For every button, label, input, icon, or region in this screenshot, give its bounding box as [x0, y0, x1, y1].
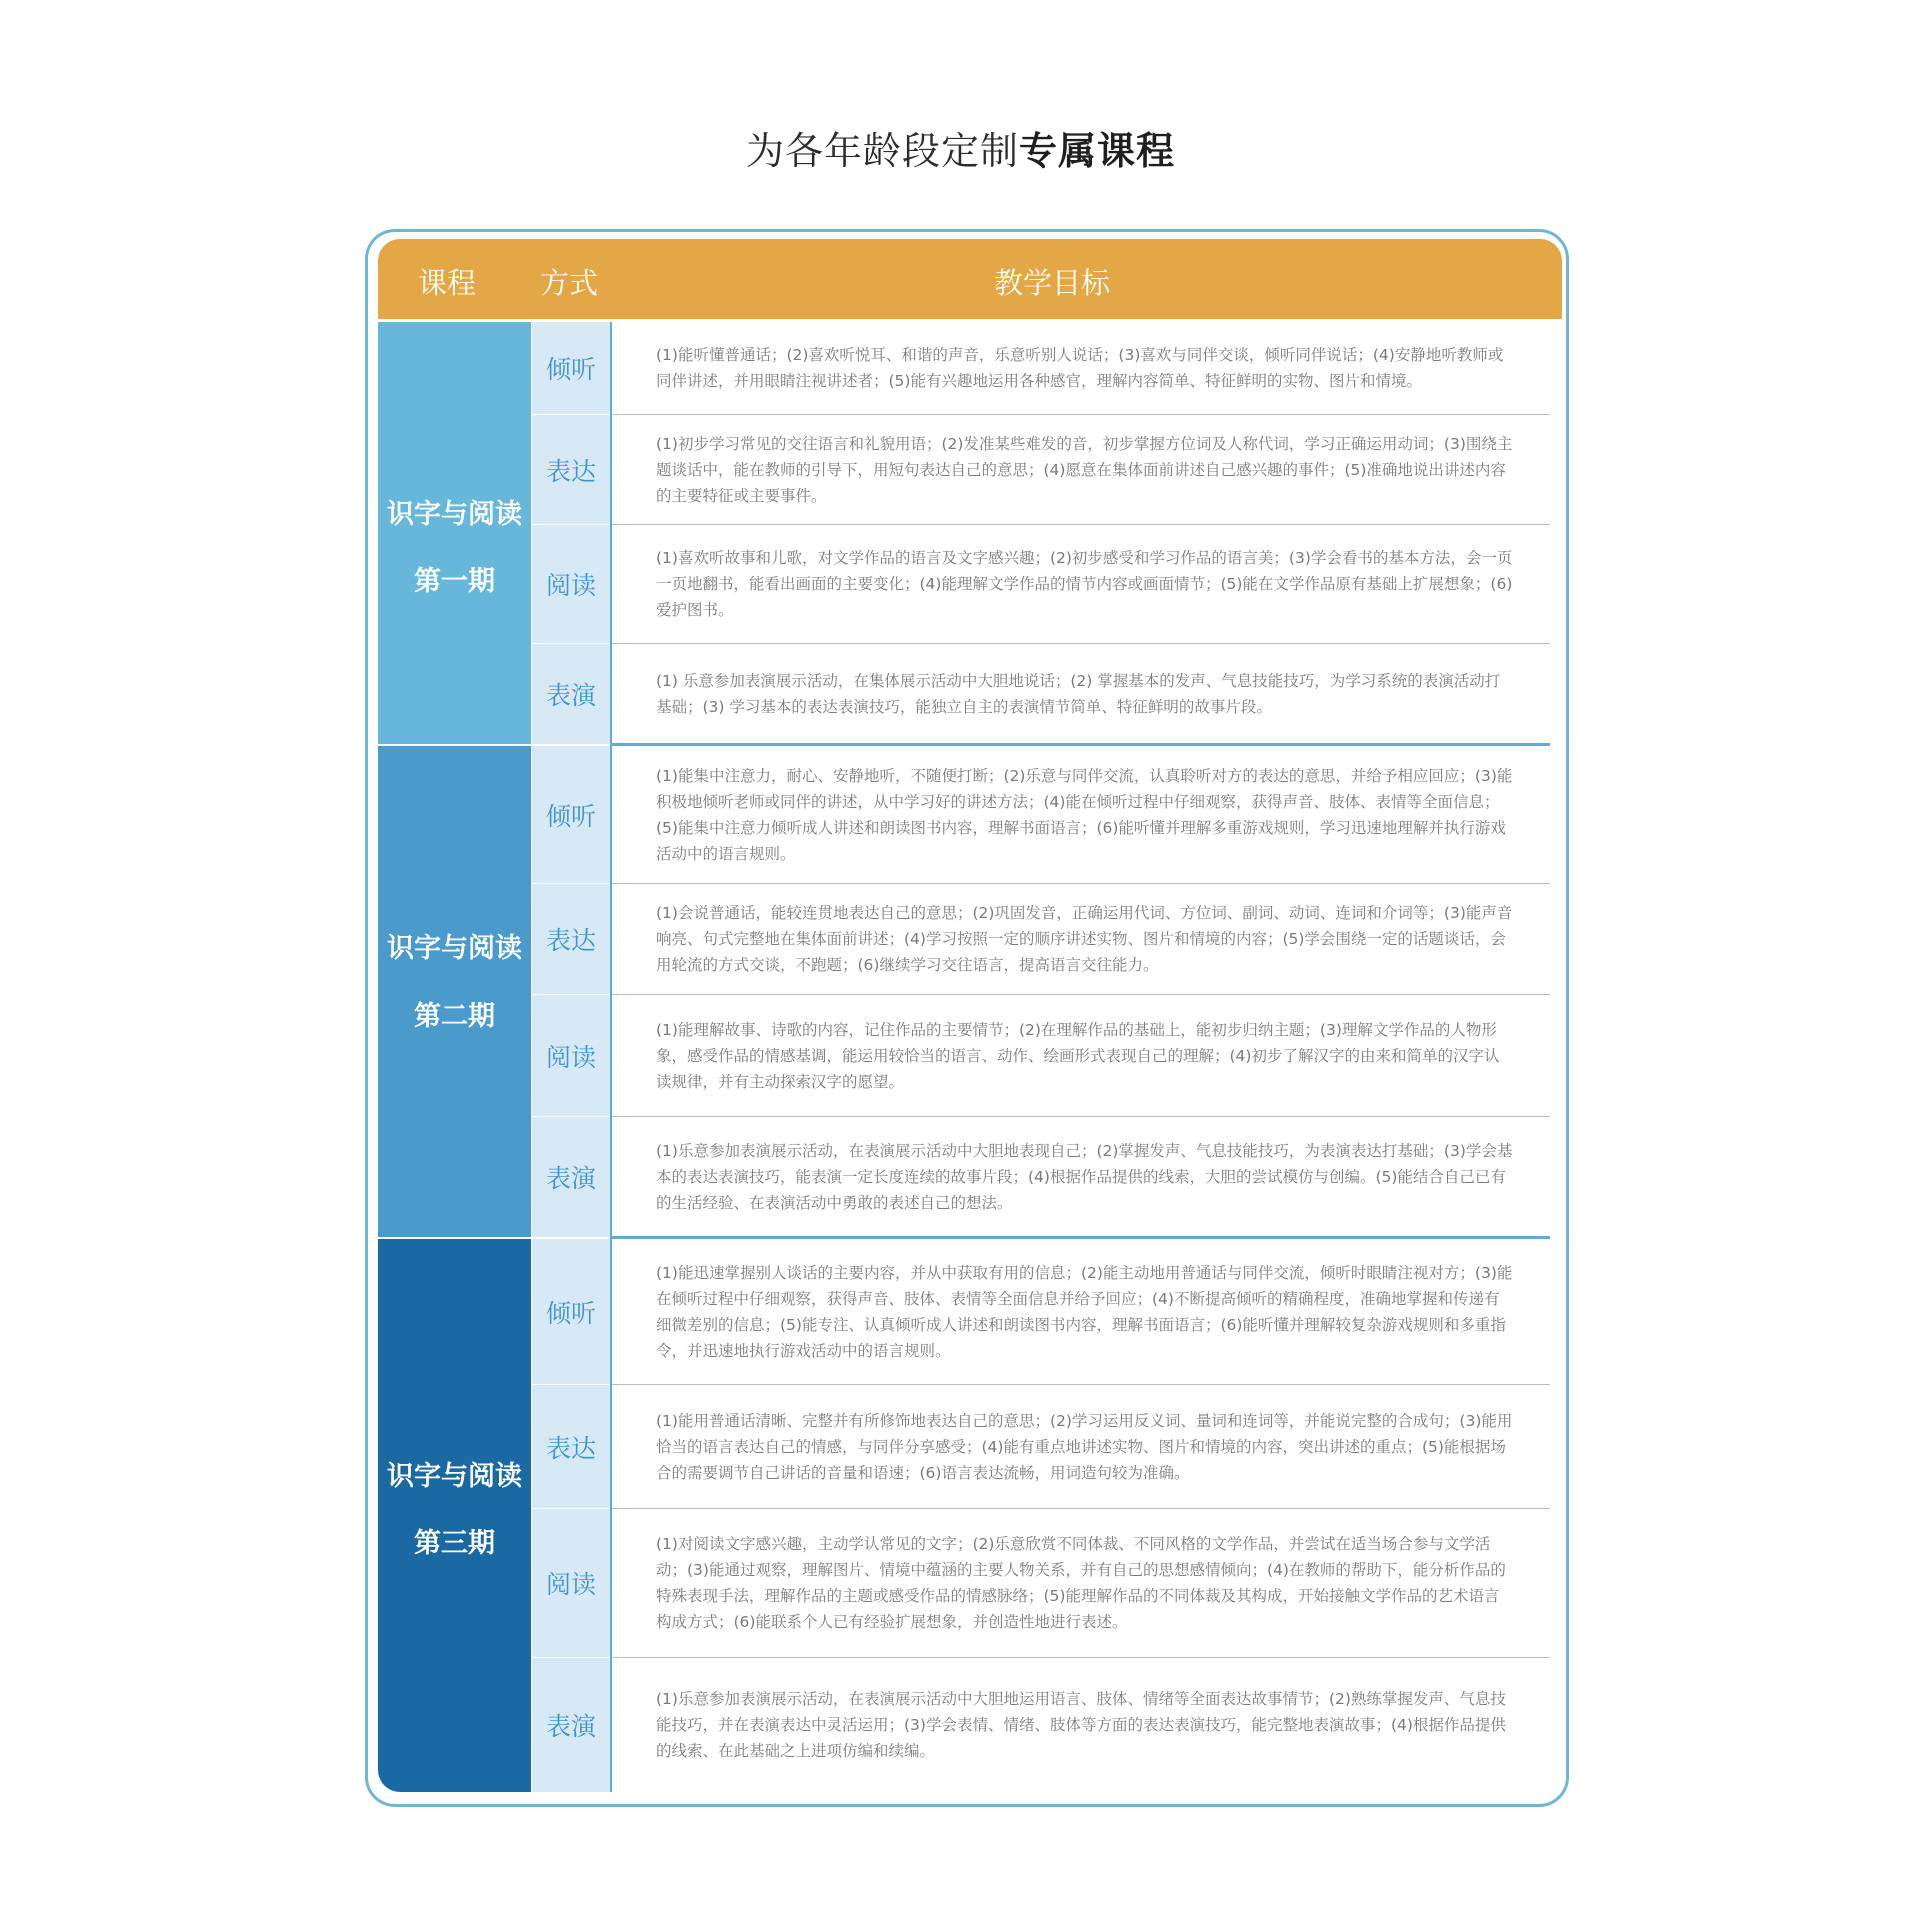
goal-text: (1)喜欢听故事和儿歌，对文学作品的语言及文字感兴趣；(2)初步感受和学习作品的语言美；(3)学会看书的基本方法，会一页一页地翻书，能看出画面的主要变化；(4)能理解文学作品的情节内容或画面情节；(5)能在文学作品原有基础上扩展想象；(6)爱护图书。: [656, 549, 1513, 619]
course-name: 识字与阅读: [387, 933, 522, 964]
row-divider: [612, 1508, 1550, 1509]
row-divider: [612, 643, 1550, 644]
goal-text: (1)能用普通话清晰、完整并有所修饰地表达自己的意思；(2)学习运用反义词、量词和连词等，并能说完整的合成句；(3)能用恰当的语言表达自己的情感，与同伴分享感受；(4)能有重点地讲述实物、图片和情境的内容，突出讲述的重点；(5)能根据场合的需要调节自己讲话的音量和语速；(6)语言表达流畅，用词造句较为准确。: [656, 1411, 1513, 1482]
method-column-border: [610, 322, 612, 1792]
goal-text: (1)能迅速掌握别人谈话的主要内容，并从中获取有用的信息；(2)能主动地用普通话与同伴交流，倾听时眼睛注视对方；(3)能在倾听过程中仔细观察，获得声音、肢体、表情等全面信息并给予回应；(4)不断提高倾听的精确程度，准确地掌握和传递有细微差别的信息；(5)能专注、认真倾听成人讲述和朗读图书内容，理解书面语言；(6)能听懂并理解较复杂游戏规则和多重指令，并迅速地执行游戏活动中的语言规则。: [656, 1263, 1513, 1360]
table-header: [378, 239, 1562, 319]
method-cell: 表演: [532, 1658, 610, 1792]
row-divider: [612, 994, 1550, 995]
goal-text: (1)乐意参加表演展示活动，在表演展示活动中大胆地表现自己；(2)掌握发声、气息技能技巧，为表演表达打基础；(3)学会基本的表达表演技巧，能表演一定长度连续的故事片段；(4)根据作品提供的线索，大胆的尝试模仿与创编。(5)能结合自己已有的生活经验、在表演活动中勇敢的表述自己的想法。: [656, 1142, 1513, 1212]
row-divider: [612, 1657, 1550, 1658]
method-cell: 表达: [532, 1385, 610, 1508]
method-cell: 表达: [532, 884, 610, 994]
method-cell: 表演: [532, 644, 610, 744]
course-cell-1: [378, 322, 531, 744]
course-name: 识字与阅读: [387, 1461, 522, 1492]
row-divider: [612, 524, 1550, 525]
goal-text: (1)能理解故事、诗歌的内容，记住作品的主要情节；(2)在理解作品的基础上，能初步归纳主题；(3)理解文学作品的人物形象，感受作品的情感基调，能运用较恰当的语言、动作、绘画形式表现自己的理解；(4)初步了解汉字的由来和简单的汉字认读规律，并有主动探索汉字的愿望。: [656, 1020, 1500, 1091]
title-normal: 为各年龄段定制: [745, 129, 1019, 173]
method-cell: 倾听: [532, 322, 610, 414]
method-cell: 表演: [532, 1117, 610, 1237]
goal-text: (1)初步学习常见的交往语言和礼貌用语；(2)发准某些难发的音，初步掌握方位词及人称代词，学习正确运用动词；(3)围绕主题谈话中，能在教师的引导下，用短句表达自己的意思；(4)愿意在集体面前讲述自己感兴趣的事件；(5)准确地说出讲述内容的主要特征或主要事件。: [656, 434, 1513, 505]
goal-text: (1)会说普通话，能较连贯地表达自己的意思；(2)巩固发音，正确运用代词、方位词、副词、动词、连词和介词等；(3)能声音响亮、句式完整地在集体面前讲述；(4)学习按照一定的顺序讲述实物、图片和情境的内容；(5)学会围绕一定的话题谈话，会用轮流的方式交谈，不跑题；(6)继续学习交往语言，提高语言交往能力。: [656, 904, 1513, 974]
course-period: 第三期: [414, 1528, 495, 1559]
method-cell: 阅读: [532, 525, 610, 643]
goal-text: (1)乐意参加表演展示活动，在表演展示活动中大胆地运用语言、肢体、情绪等全面表达故事情节；(2)熟练掌握发声、气息技能技巧，并在表演表达中灵活运用；(3)学会表情、情绪、肢体等方面的表达表演技巧，能完整地表演故事；(4)根据作品提供的线索、在此基础之上进项仿编和续编。: [656, 1690, 1506, 1760]
course-cell-2: [378, 746, 531, 1237]
header-course: 课程: [418, 266, 477, 300]
goal-text: (1) 乐意参加表演展示活动，在集体展示活动中大胆地说话；(2) 掌握基本的发声、气息技能技巧，为学习系统的表演活动打基础；(3) 学习基本的表达表演技巧，能独立自主的表演情节简单、特征鲜明的故事片段。: [656, 672, 1501, 716]
course-name: 识字与阅读: [387, 499, 522, 530]
method-cell: 倾听: [532, 746, 610, 883]
row-divider: [612, 1384, 1550, 1385]
goal-text: (1)能集中注意力，耐心、安静地听，不随便打断；(2)乐意与同伴交流，认真聆听对方的表达的意思，并给予相应回应；(3)能积极地倾听老师或同伴的讲述，从中学习好的讲述方法；(4)能在倾听过程中仔细观察，获得声音、肢体、表情等全面信息；(5)能集中注意力倾听成人讲述和朗读图书内容，理解书面语言；(6)能听懂并理解多重游戏规则，学习迅速地理解并执行游戏活动中的语言规则。: [656, 766, 1513, 863]
goal-text: (1)对阅读文字感兴趣，主动学认常见的文字；(2)乐意欣赏不同体裁、不同风格的文学作品，并尝试在适当场合参与文学活动；(3)能通过观察，理解图片、情境中蕴涵的主要人物关系，并有自己的思想感情倾向；(4)在教师的帮助下，能分析作品的特殊表现手法，理解作品的主题或感受作品的情感脉络；(5)能理解作品的不同体裁及其构成，开始接触文学作品的艺术语言构成方式；(6)能联系个人已有经验扩展想象，并创造性地进行表述。: [656, 1535, 1506, 1631]
row-divider: [612, 1116, 1550, 1117]
page-title: [0, 120, 1921, 175]
course-period: 第二期: [414, 1001, 495, 1032]
method-cell: 倾听: [532, 1239, 610, 1384]
row-divider: [612, 414, 1550, 415]
header-goal: 教学目标: [994, 266, 1111, 300]
section-divider: [612, 1236, 1550, 1239]
course-period: 第一期: [414, 566, 495, 597]
header-mode: 方式: [540, 266, 599, 300]
method-cell: 阅读: [532, 995, 610, 1116]
section-divider: [612, 743, 1550, 746]
method-cell: 表达: [532, 415, 610, 524]
course-cell-3: [378, 1239, 531, 1792]
goal-text: (1)能听懂普通话；(2)喜欢听悦耳、和谐的声音，乐意听别人说话；(3)喜欢与同伴交谈，倾听同伴说话；(4)安静地听教师或同伴讲述，并用眼睛注视讲述者；(5)能有兴趣地运用各种感官，理解内容简单、特征鲜明的实物、图片和情境。: [656, 346, 1504, 390]
method-cell: 阅读: [532, 1509, 610, 1657]
title-bold: 专属课程: [1019, 129, 1176, 173]
row-divider: [612, 883, 1550, 884]
